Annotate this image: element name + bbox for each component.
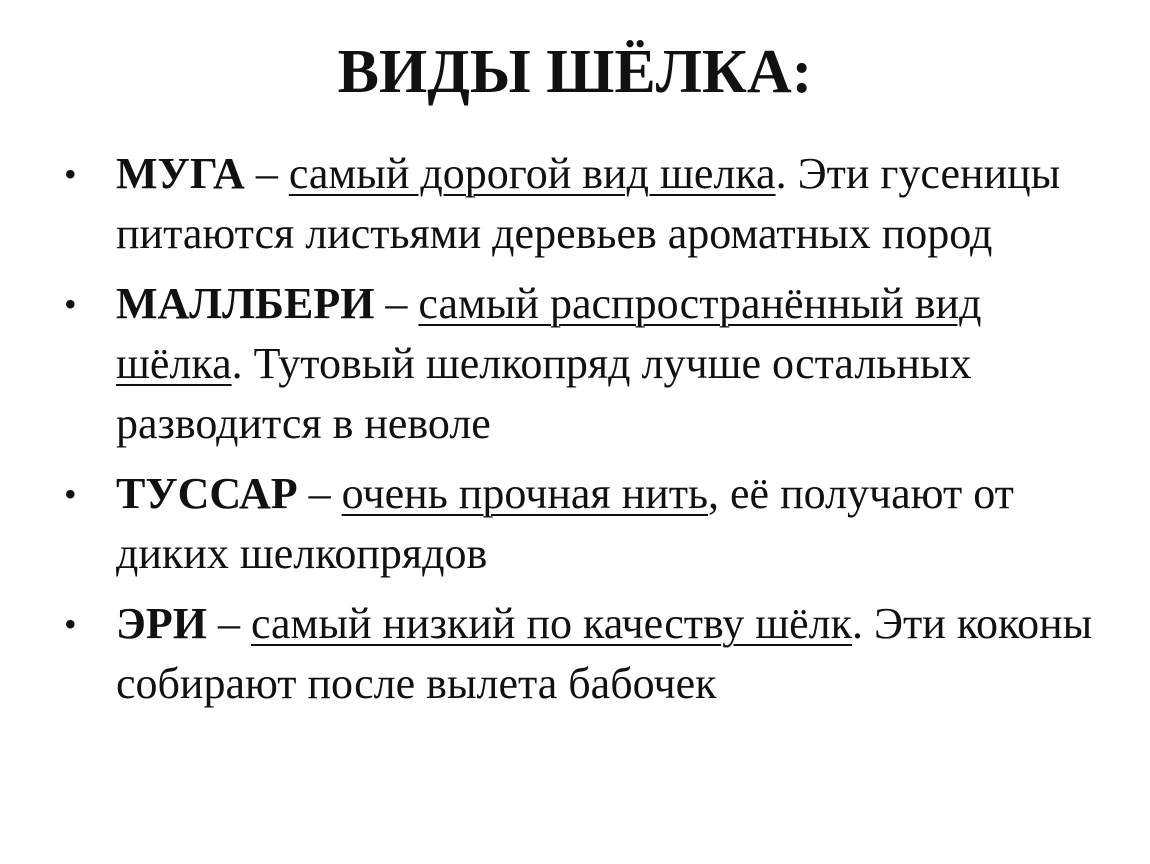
dash: – bbox=[244, 149, 289, 198]
bullet-icon: • bbox=[64, 284, 77, 324]
list-item-eri bbox=[64, 594, 1104, 714]
silk-description: . Тутовый шелкопряд лучше остальных разводится в неволе bbox=[116, 339, 972, 448]
silk-highlight: самый низкий по качеству шёлк bbox=[250, 599, 852, 648]
silk-types-list bbox=[64, 144, 1104, 724]
silk-description: . Эти гусеницы питаются листьями деревьев ароматных пород bbox=[116, 149, 1061, 258]
bullet-icon: • bbox=[64, 154, 77, 194]
silk-description: , её получают от диких шелкопрядов bbox=[116, 469, 1014, 578]
list-item-tussar bbox=[64, 464, 1104, 584]
silk-highlight: самый дорогой вид шелка bbox=[288, 149, 776, 198]
silk-term: ЭРИ bbox=[116, 599, 207, 648]
silk-term: ТУССАР bbox=[116, 469, 298, 518]
silk-highlight: самый распространённый вид шёлка bbox=[116, 279, 982, 388]
dash: – bbox=[374, 279, 419, 328]
slide-title: ВИДЫ ШЁЛКА: bbox=[337, 38, 813, 106]
bullet-icon: • bbox=[64, 604, 77, 644]
silk-highlight: очень прочная нить bbox=[341, 469, 709, 518]
list-item-muga bbox=[64, 144, 1104, 264]
dash: – bbox=[206, 599, 251, 648]
silk-term: МАЛЛБЕРИ bbox=[116, 279, 375, 328]
dash: – bbox=[297, 469, 342, 518]
list-item-mulberry bbox=[64, 274, 1104, 454]
silk-term: МУГА bbox=[116, 149, 245, 198]
bullet-icon: • bbox=[64, 474, 77, 514]
silk-description: . Эти коконы собирают после вылета бабочек bbox=[116, 599, 1093, 708]
